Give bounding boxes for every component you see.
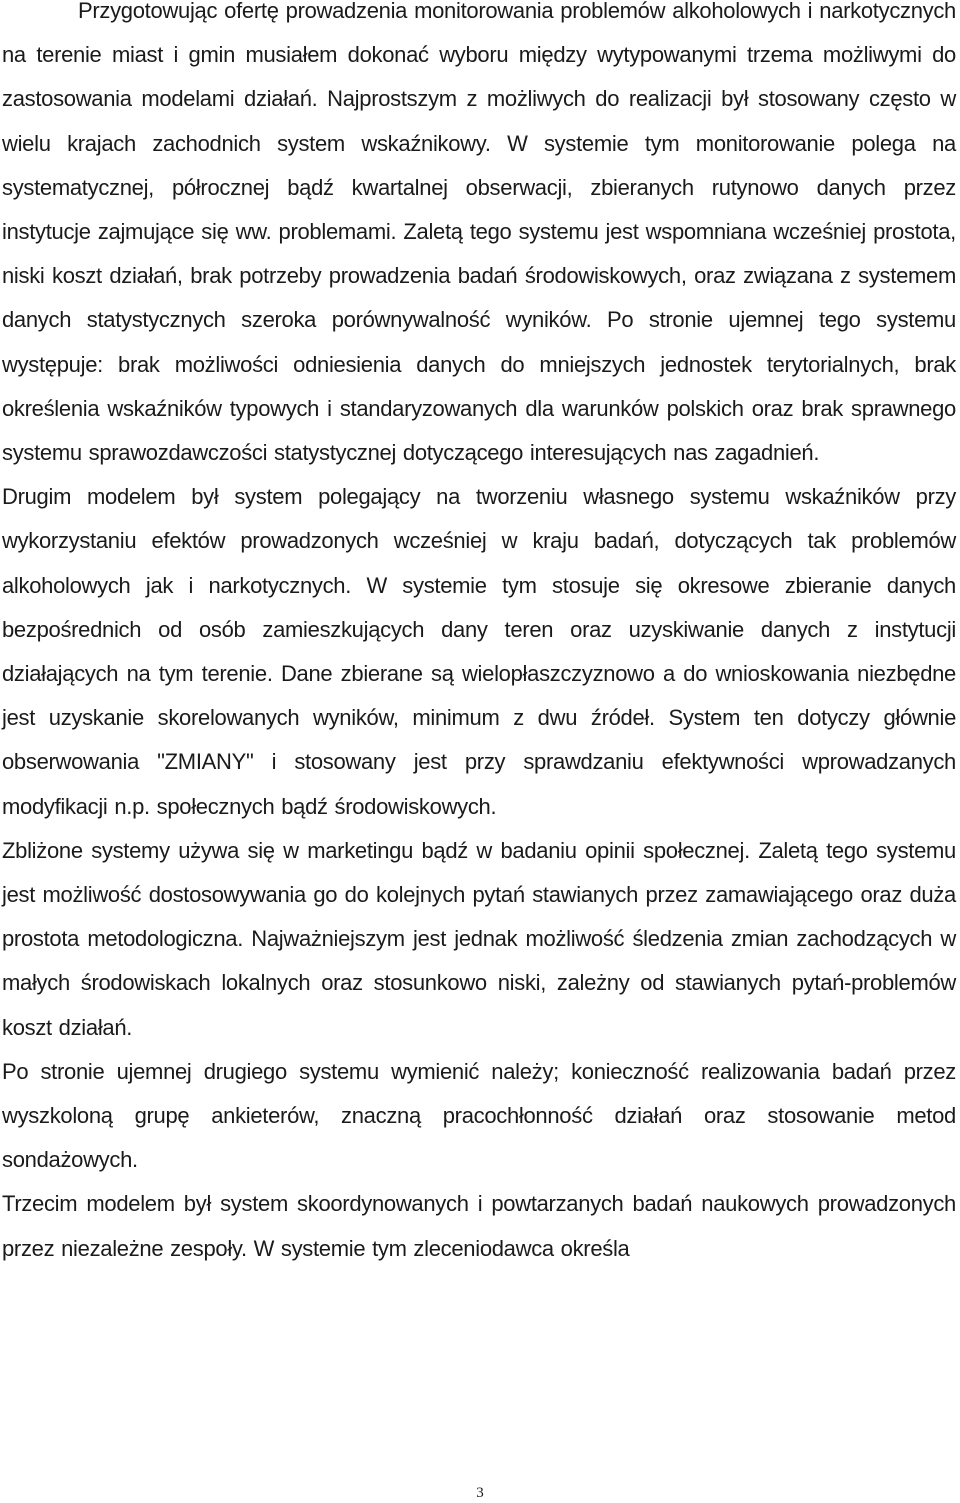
paragraph-intro: Przygotowując ofertę prowadzenia monitorowania problemów alkoholowych i narkotycznych na terenie miast i gmin musiałem dokonać wyboru między wytypowanymi trzema możliwymi do zastosowania modelami działań. Najprostszym z możliwych do realizacji był stosowany często w wielu krajach zachodnich system wskaźnikowy. W systemie tym monitorowanie polega na systematycznej, półrocznej bądź kwartalnej obserwacji, zbieranych rutynowo danych przez instytucje zajmujące się ww. problemami. Zaletą tego systemu jest wspomniana wcześniej prostota, niski koszt działań, brak potrzeby prowadzenia badań środowiskowych, oraz związana z systemem danych statystycznych szeroka porównywalność wyników. Po stronie ujemnej tego systemu występuje: brak możliwości odniesienia danych do mniejszych jednostek terytorialnych, brak określenia wskaźników typowych i standaryzowanych dla warunków polskich oraz brak sprawnego systemu sprawozdawczości statystycznej dotyczącego interesujących nas zagadnień. [2,0,956,466]
document-body [2,0,956,1271]
paragraph-similar-systems: Zbliżone systemy używa się w marketingu bądź w badaniu opinii społecznej. Zaletą tego systemu jest możliwość dostosowywania go do kolejnych pytań stawianych przez zamawiającego oraz duża prostota metodologiczna. Najważniejszym jest jednak możliwość śledzenia zmian zachodzących w małych środowiskach lokalnych oraz stosunkowo niski, zależny od stawianych pytań-problemów koszt działań. [2,837,956,1040]
page-number: 3 [476,1485,484,1501]
paragraph-second-model: Drugim modelem był system polegający na tworzeniu własnego systemu wskaźników przy wykorzystaniu efektów prowadzonych wcześniej w kraju badań, dotyczących tak problemów alkoholowych jak i narkotycznych. W systemie tym stosuje się okresowe zbieranie danych bezpośrednich od osób zamieszkujących dany teren oraz uzyskiwanie danych z instytucji działających na tym terenie. Dane zbierane są wielopłaszczyznowo a do wnioskowania niezbędne jest uzyskanie skorelowanych wyników, minimum z dwu źródeł. System ten dotyczy głównie obserwowania "ZMIANY" i stosowany jest przy sprawdzaniu efektywności wprowadzanych modyfikacji n.p. społecznych bądź środowiskowych. [2,484,956,819]
paragraph-third-model: Trzecim modelem był system skoordynowanych i powtarzanych badań naukowych prowadzonych przez niezależne zespoły. W systemie tym zleceniodawca określa [2,1191,956,1261]
paragraph-second-system-drawbacks: Po stronie ujemnej drugiego systemu wymienić należy; konieczność realizowania badań przez wyszkoloną grupę ankieterów, znaczną pracochłonność działań oraz stosowanie metod sondażowych. [2,1058,956,1173]
